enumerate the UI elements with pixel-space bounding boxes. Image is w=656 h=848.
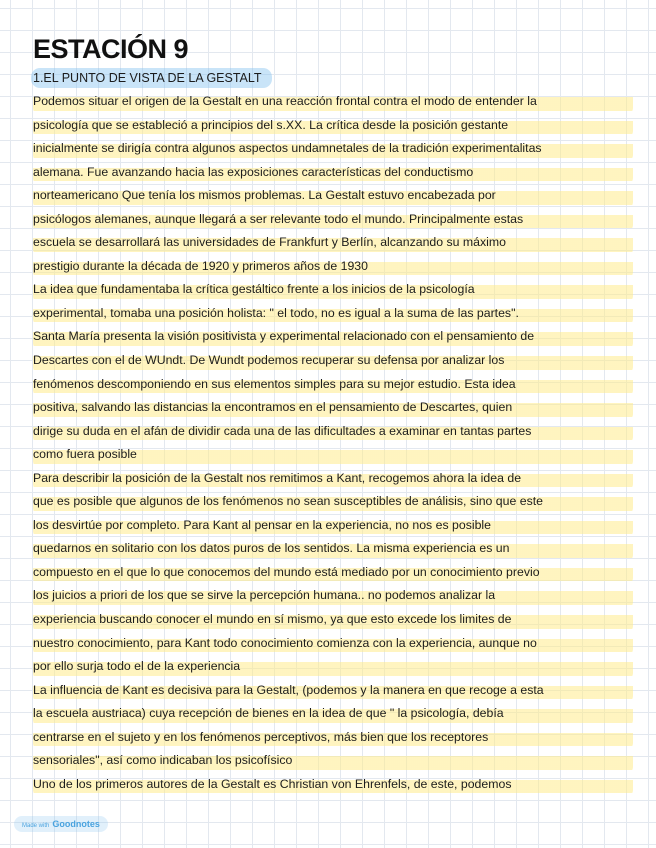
text-line: norteamericano Que tenía los mismos problemas. La Gestalt estuvo encabezada por — [33, 184, 633, 208]
text-line: Santa María presenta la visión positivista y experimental relacionado con el pensamiento de — [33, 325, 633, 349]
text-line: Descartes con el de WUndt. De Wundt podemos recuperar su defensa por analizar los — [33, 349, 633, 373]
text-line: inicialmente se dirigía contra algunos aspectos undamnetales de la tradición experimentalitas — [33, 137, 633, 161]
text-line: alemana. Fue avanzando hacia las exposiciones características del conductismo — [33, 161, 633, 185]
text-line: centrarse en el sujeto y en los fenómenos perceptivos, más bien que los receptores — [33, 726, 633, 750]
text-line: experimental, tomaba una posición holista: " el todo, no es igual a la suma de las partes". — [33, 302, 633, 326]
text-line: Podemos situar el origen de la Gestalt en una reacción frontal contra el modo de entender la — [33, 90, 633, 114]
text-line: sensoriales", así como indicaban los psicofísico — [33, 749, 633, 773]
text-line: prestigio durante la década de 1920 y primeros años de 1930 — [33, 255, 633, 279]
badge-brand: Goodnotes — [52, 819, 100, 829]
paragraph-gestalt-origin — [33, 90, 633, 278]
text-line: compuesto en el que lo que conocemos del mundo está mediado por un conocimiento previo — [33, 561, 633, 585]
text-line: La idea que fundamentaba la crítica gestáltico frente a los inicios de la psicología — [33, 278, 633, 302]
text-line: como fuera posible — [33, 443, 633, 467]
text-line: La influencia de Kant es decisiva para la Gestalt, (podemos y la manera en que recoge a esta — [33, 679, 633, 703]
text-line: Uno de los primeros autores de la Gestalt es Christian von Ehrenfels, de este, podemos — [33, 773, 633, 797]
text-line: dirige su duda en el afán de dividir cada una de las dificultades a examinar en tantas partes — [33, 420, 633, 444]
goodnotes-badge — [14, 816, 108, 832]
text-line: experiencia buscando conocer el mundo en sí mismo, ya que esto excede los limites de — [33, 608, 633, 632]
body-text — [33, 90, 633, 796]
text-line: positiva, salvando las distancias la encontramos en el pensamiento de Descartes, quien — [33, 396, 633, 420]
text-line: nuestro conocimiento, para Kant todo conocimiento comienza con la experiencia, aunque no — [33, 632, 633, 656]
text-line: escuela se desarrollará las universidades de Frankfurt y Berlín, alcanzando su máximo — [33, 231, 633, 255]
section-heading: 1.EL PUNTO DE VISTA DE LA GESTALT — [31, 68, 272, 88]
text-line: los juicios a priori de los que se sirve la percepción humana.. no podemos analizar la — [33, 584, 633, 608]
text-line: la escuela austriaca) cuya recepción de bienes en la idea de que " la psicología, debía — [33, 702, 633, 726]
paragraph-kant — [33, 467, 633, 679]
paragraph-kant-influence — [33, 679, 633, 797]
text-line: fenómenos descomponiendo en sus elementos simples para su mejor estudio. Esta idea — [33, 373, 633, 397]
text-line: que es posible que algunos de los fenómenos no sean susceptibles de análisis, sino que este — [33, 490, 633, 514]
text-line: los desvirtúe por completo. Para Kant al pensar en la experiencia, no nos es posible — [33, 514, 633, 538]
text-line: psicólogos alemanes, aunque llegará a ser relevante todo el mundo. Principalmente estas — [33, 208, 633, 232]
text-line: psicología que se estableció a principios del s.XX. La crítica desde la posición gestante — [33, 114, 633, 138]
text-line: quedarnos en solitario con los datos puros de los sentidos. La misma experiencia es un — [33, 537, 633, 561]
badge-prefix: Made with — [22, 823, 50, 829]
text-line: Para describir la posición de la Gestalt nos remitimos a Kant, recogemos ahora la idea de — [33, 467, 633, 491]
text-line: por ello surja todo el de la experiencia — [33, 655, 633, 679]
page-title: ESTACIÓN 9 — [33, 34, 189, 64]
paragraph-holism — [33, 278, 633, 466]
